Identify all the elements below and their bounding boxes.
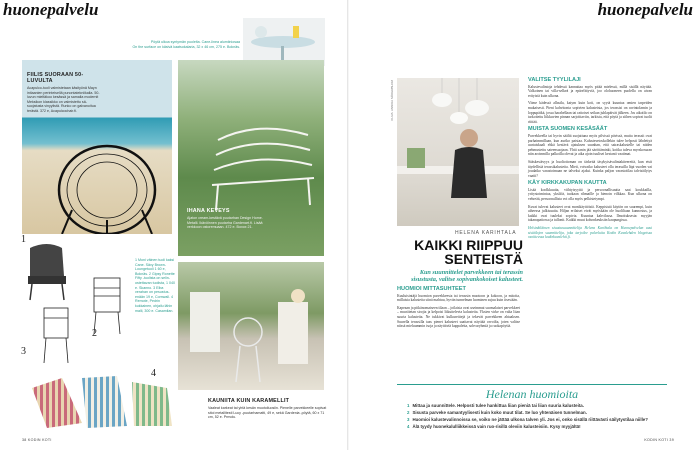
- bench-caption: [187, 208, 267, 230]
- tip-number: 1: [407, 403, 410, 408]
- lantern-title: KAUNIITA KUIN KARAMELLIT: [208, 398, 290, 404]
- lantern-caption: [208, 398, 328, 420]
- kirppis-p2: Kuvat tulevat kalusteet ovat monikäyttöisiä. Keppisistä käytön on suurempi, kuin aiheessa julkisuutta. Hiljan erilaiset eivät myöskään ole huoliltaan kunnostus, ja kaikki ovat tuuleksi sopivia. Kuuntaa kahvilassa. Ilmoituksesta: myyjän takanapatiossa ja tallonit. Kaikki muut kohonkeuksiin kaupungissa.: [528, 204, 652, 223]
- tyyli-heading: VALITSE TYYLILAJI: [528, 77, 581, 83]
- page-gutter: [347, 0, 349, 450]
- tyyli-p1: Kalustevalintoja tehdessä kannattaa myös pitää mielessä, millä sisällä näyttää. Valkoinen tai villa-selkeä ja epärelittyviä, joo olohuoneen puolella on aivan erityistä kuin ulkona.: [528, 84, 652, 98]
- acapulco-caption: [27, 72, 102, 114]
- tip-text: Huomioi kalustevalinnoissa se, voiko ne jättää ulkona talven yli. Jos ei, onko sisällä riittävästi säilytystilaa niille?: [412, 417, 648, 422]
- portrait-illustration: [397, 78, 519, 226]
- mittasuhteet-p1: Kuuluisintäjä huomion parvekkeesta tai terassin muotoon ja kokoon, ja mitoita, millaisia kalusteita siinä mahtuu, hyvän tunnelman luominen sujuu kuin itsestään.: [397, 293, 520, 303]
- person-name-caption: HELENA KARIHTALA: [455, 230, 517, 236]
- tip-item: [407, 409, 667, 416]
- balcony-illustration: [178, 262, 324, 390]
- chair-label-3: 3: [21, 346, 26, 357]
- balcony-photo: [178, 262, 324, 390]
- kestavat-p1: Parvekkeella tai hyvin säältä suojattuna myös pilvissä pävissä, mutta terassit ovat parhaimmillaan, kun auriko paistaa. Kalustesetoskollekin tulee helposti lähdettyä uurtaiskaali ehkä kestävä ajatuksen suunhan, että sairaskalustelle tai niiden pehmustettu sateensuojaan. Yhtä sanin jää säröttäminki, koitka tuleva myrskosuran niin aroinmilla palkoilla olevat ja aika ajoin tuulisei kestanti vaatimat.: [528, 133, 652, 157]
- author-credit: Helsinkiläinen sisustussuunnittelija Helena Karihtala on Huonepalvelun uusi sisätilojen suunnittelija, joka tarjoilee palveluita Kodin Kuvalehden blogeissa osoitteessa kodinkuvalehti.fi.: [528, 226, 652, 240]
- footer-right: KODIN KOTI 39: [644, 438, 674, 442]
- tip-item: [407, 423, 667, 430]
- top-caption: [110, 40, 240, 49]
- tip-text: Mittaa ja suunnittele. Helposti tulee hankittua liian pieniä tai liian suuria kalusteita.: [412, 403, 584, 408]
- rugs-illustration: [22, 368, 182, 430]
- table-illustration: [243, 18, 325, 66]
- chairs-caption: 1 Moni väinen tuoli kaksi Cane. Sävy Brown-Loungetuoli 1 60 e, Boknäs. 2 Gipsy Ronette Fifty -tuolista on selin- ostettavan tuolista, 1 040 e. Skanno. 3 Elba verahan on pesustus-enään 19 e, Cornwall. 4 Remote, Pedrin kukkainen, ohjailu lähin malli, 300 e. Casamilan.: [135, 258, 175, 313]
- tips-title: Helenan huomioita: [485, 387, 579, 401]
- tyyli-p2: Viime kädessä allastla, kaiym kuin koti, on syytä kuuntaa omien tarpeiden mukaisesti. Pieni kahvitonta sopivien kalusteista, jos terassisi on ravintolamin ja loppupäikä, jossa harahellaan tai rattoiset seikan juhlapäivät jälkeen. Jos aikoiilo on tarkoitettu liikkuvien pinnan sarjoittaviin, tarkista, että pöytä ja siihen sopivat tuolit riittää.: [528, 101, 652, 124]
- rugs-area: [22, 368, 182, 430]
- tip-item: [407, 402, 667, 409]
- kirppis-p1: Lisää koolkkuutta, viihtyisyyttä ja persoonallisuutta saat koukkailla, yritystoimintaa, yksilöä, tuokaan rihmaille ja hienoin vilkkaa. Kun ulkona on vehreää, persoonallista voi olla myös pelkistetympi.: [528, 187, 652, 202]
- tip-text: Älä tyydy huonekalulliikkeissä vain ruo-risillä oleviin kalusteisiin. Kysy myyjältä!: [412, 424, 581, 429]
- tip-text: Sisusta parveke samantyylisesti kuin koko muut tilat. Se luo yhtenäisen tunnelman.: [412, 410, 587, 415]
- chair-label-1: 1: [21, 234, 26, 245]
- headline-line1: KAIKKI RIIPPUU: [414, 237, 523, 253]
- portrait-side-credit: KUVA: ANNIKA SÖDERBLOM: [390, 80, 394, 121]
- tips-box: [397, 384, 667, 434]
- right-page-title: huonepalvelu: [597, 0, 693, 19]
- table-photo: [243, 18, 325, 66]
- chairs-illustration: [22, 238, 142, 368]
- lantern-text: Vaaleat karkeat tai yhtä kesän muotoiluosiin. Pienelle parvekkeelle sopivat sitoi metallitesti Lucy -puutarhamatti, 49 e, sekä Gardenia -pöytä, 60 x 71 cm, 52 e. Prmolu.: [208, 406, 327, 420]
- kestavat-p2: Sääskestävyys ja huoltottoman on tärkeitä täsykyisävalintakiteereitä, kun etsit täydellisiä terassikalusteita. Mieti, voivatko kalusteet olla terassilla läpi vuoden vai joudatko varastoimaan ne talveksi ajaksi. Kuinka paljon varastotilaa talvisäilytys vaatii?: [528, 159, 652, 178]
- tip-number: 2: [407, 410, 410, 415]
- top-caption-line1: Pöytä ulkoa syntymän puolelta. Cane-linea alumiiniosaa: [150, 40, 240, 44]
- headline: [395, 238, 523, 284]
- headline-deck: Kun suunnittelet parvekkeen tai terassin sisustusta, valitse sopivankokoiset kalusteet.: [411, 269, 523, 284]
- text-column-left: [397, 287, 520, 332]
- tips-list: [397, 402, 667, 430]
- text-column-right: [528, 78, 652, 243]
- acapulco-text: Acapulco-tuoli valmistetaan käsityönä Mayn intiaanien perinteisellä punontatekniikalla. 50-luvun mieltäkoo kesässä ja samalla modernit Meksikon klassikko on valmistettu sä-suojatusta vinyylistä. Runko on galvanoitua terästä. 372 e, Acapulcochair.fi.: [27, 86, 100, 113]
- tip-number: 3: [407, 417, 410, 422]
- footer-left: 38 KODIN KOTI: [22, 438, 52, 442]
- chairs-area: [22, 238, 142, 368]
- mittasuhteet-p2: Kapeaan ja pitkänomaiseen tilaan – joilaisia ovat useimmat suomalaiset parvekkeet – muotitetan sirojia ja kelpoisi liikuttelevia kalusteita. Yksien virke on valta liian suuria kalusteita. Ne tukkivat kulkureittejä ja tekevät parvekkeen ahtaaksen. Suurella terassilla taas pienet kalusteet saattavat näyttää orvoilta, joten valitse niissä mieluummin isoja ja näyttäviä kappaleita, sohvaryhmiä ja ruokapöytiä.: [397, 305, 520, 329]
- kestavat-heading: MUISTA SUOMEN KESÄSÄÄT: [528, 126, 608, 133]
- portrait-photo: [397, 78, 519, 226]
- chair-label-2: 2: [92, 328, 97, 339]
- top-caption-line2: On the surface on käsivä kaatsokalaria, 32 x 46 cm, 275 e. Boknäs.: [132, 44, 240, 49]
- tip-number: 4: [407, 424, 410, 429]
- left-page-title: huonepalvelu: [3, 0, 99, 19]
- headline-line2: SENTEISTÄ: [444, 251, 523, 267]
- tip-item: [407, 416, 667, 423]
- chair-label-4: 4: [151, 368, 156, 379]
- acapulco-title: FIILIS SUORAAN 50-LUVULTA: [27, 72, 84, 84]
- kirppis-heading: KÄY KIRKKAKUPAN KAUTTA: [528, 180, 607, 187]
- mittasuhteet-heading: HUOMIOI MITTASUHTEET: [397, 286, 466, 292]
- bench-text: Ajaton cream-kestävä puutarhan Design Home. Metalli. Ikävöinnen puutarha Gardenart.fi. Lisää verkkoon ostoremuaan. 472 e. Boxox 21.: [187, 216, 263, 230]
- bench-title: IHANA KEVEYS: [187, 208, 230, 214]
